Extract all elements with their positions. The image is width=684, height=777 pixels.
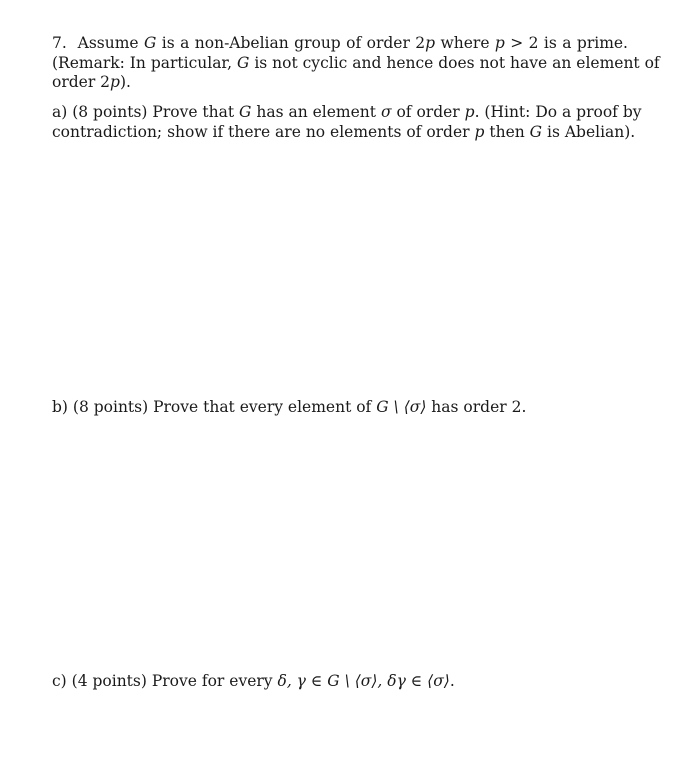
part-a <box>52 103 642 142</box>
text: . (Hint: Do a proof by <box>474 103 642 121</box>
math-set: G \ ⟨σ⟩ <box>376 398 427 416</box>
text: order 2 <box>52 73 111 91</box>
part-b <box>52 398 628 418</box>
part-c <box>52 672 628 692</box>
text: where <box>435 34 495 52</box>
math-g: G <box>239 103 252 121</box>
math-p: p <box>464 103 475 121</box>
text: Assume <box>77 34 144 52</box>
part-c-line-1 <box>52 672 628 692</box>
problem-line-2 <box>52 53 660 74</box>
part-a-line-2 <box>52 122 636 143</box>
text: has order 2. <box>426 398 527 416</box>
text: is a non-Abelian group of order 2 <box>156 34 426 52</box>
math-sigma: σ <box>380 103 392 121</box>
text: a) (8 points) Prove that <box>52 103 240 121</box>
text: . <box>449 672 455 690</box>
text: of order <box>391 103 465 121</box>
text: c) (4 points) Prove for every <box>52 672 278 690</box>
text: is Abelian). <box>542 122 636 141</box>
problem-statement <box>52 34 660 93</box>
part-a-line-1 <box>52 103 642 123</box>
math-p: p <box>494 34 505 52</box>
text: is not cyclic and hence does not have an element of <box>249 53 660 72</box>
problem-line-1 <box>52 34 628 54</box>
text: b) (8 points) Prove that every element of <box>52 398 377 416</box>
text: ). <box>119 73 131 91</box>
text: > 2 is a prime. <box>504 34 628 52</box>
text: has an element <box>251 103 381 121</box>
part-b-line-1 <box>52 398 628 418</box>
math-p: p <box>110 73 120 91</box>
math-g: G <box>144 34 157 52</box>
math-g: G <box>237 53 250 72</box>
math-g: G <box>529 122 543 141</box>
text: (Remark: In particular, <box>52 53 237 72</box>
math-p: p <box>474 122 485 141</box>
math-p: p <box>425 34 436 52</box>
problem-number: 7. <box>52 34 67 52</box>
text: contradiction; show if there are no elements of order <box>52 122 475 141</box>
math-expression: δ, γ ∈ G \ ⟨σ⟩, δγ ∈ ⟨σ⟩ <box>277 672 450 690</box>
problem-line-3 <box>52 73 628 93</box>
text: then <box>484 122 530 141</box>
